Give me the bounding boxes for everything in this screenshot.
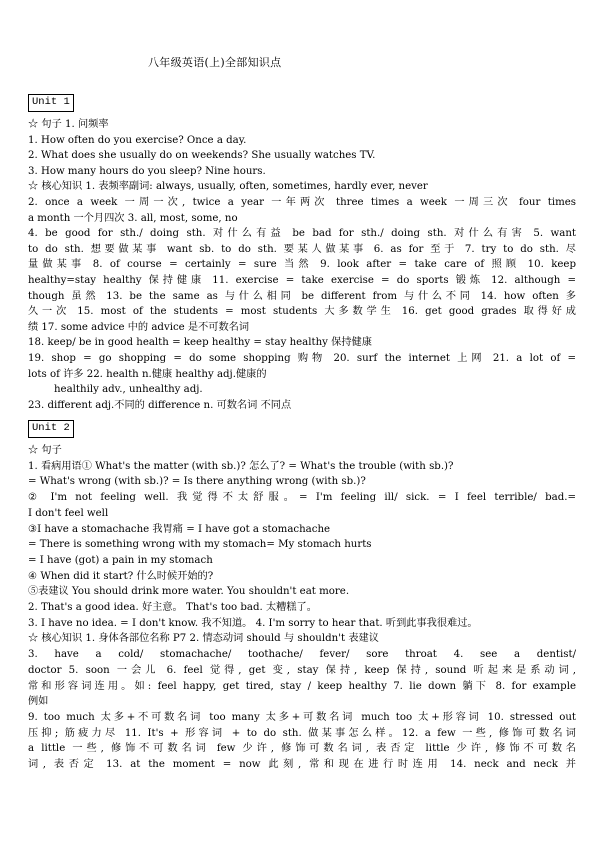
text-line: 9. too much 太多+不可数名词 too many 太多+可数名词 much too 太+形容词 10. stressed out xyxy=(28,711,576,723)
text-line: lots of 许多 22. health n.健康 healthy adj.健康的 xyxy=(28,368,267,380)
page-title: 八年级英语(上)全部知识点 xyxy=(148,56,282,69)
text-line: ④ When did it start? 什么时候开始的? xyxy=(28,570,214,582)
text-line: 压抑; 筋疲力尽 11. It's + 形容词 + to do sth. 做某事怎么样。12. a few 一些, 修饰可数名词 xyxy=(28,727,576,739)
text-line: 2. What does she usually do on weekends? She usually watches TV. xyxy=(28,150,376,162)
text-line: ☆ 句子 1. 问频率 xyxy=(28,119,109,130)
text-line: 久一次 15. most of the students = most students 大多数学生 16. get good grades 取得好成 xyxy=(28,306,576,318)
text-line: 1. 看病用语① What's the matter (with sb.)? 怎么了? = What's the trouble (with sb.)? xyxy=(28,460,454,472)
text-line: though 虽然 13. be the same as 与什么相同 be different from 与什么不同 14. how often 多 xyxy=(28,290,576,302)
text-line: 4. be good for sth./ doing sth. 对什么有益 be bad for sth./ doing sth. 对什么有害 5. want xyxy=(28,228,576,240)
text-line: 2. That's a good idea. 好主意。 That's too bad. 太糟糕了。 xyxy=(28,602,317,613)
text-line: 例如 xyxy=(28,696,49,708)
text-line: = What's wrong (with sb.)? = Is there anything wrong (with sb.)? xyxy=(28,476,366,488)
text-line: = I have (got) a pain in my stomach xyxy=(28,554,213,566)
text-line: healthy=stay healthy 保持健康 11. exercise = take exercise = do sports 锻炼 12. although = xyxy=(28,275,576,286)
unit1-heading: Unit 1 xyxy=(28,94,74,112)
text-line: 1. How often do you exercise? Once a day. xyxy=(28,134,247,146)
text-line: ☆ 核心知识 1. 身体各部位名称 P7 2. 情态动词 should 与 shouldn't 表建议 xyxy=(28,633,379,645)
text-line: 2. once a week 一周一次, twice a year 一年两次 three times a week 一周三次 four times xyxy=(28,197,576,208)
text-line: a little 一些, 修饰不可数名词 few 少许, 修饰可数名词, 表否定 little 少许, 修饰不可数名 xyxy=(28,743,576,755)
text-line: 绩 17. some advice 中的 advice 是不可数名词 xyxy=(28,321,250,333)
text-line: 常和形容词连用。如: feel happy, get tired, stay / keep healthy 7. lie down 躺下 8. for example xyxy=(28,680,576,692)
text-line: healthily adv., unhealthy adj. xyxy=(54,384,203,396)
text-line: 19. shop = go shopping = do some shopping 购物 20. surf the internet 上网 21. a lot of = xyxy=(28,353,576,364)
text-line: 词, 表否定 13. at the moment = now 此刻, 常和现在进行时连用 14. neck and neck 并 xyxy=(28,759,576,770)
text-line: 23. different adj.不同的 difference n. 可数名词 不同点 xyxy=(28,399,292,411)
text-line: ☆ 句子 xyxy=(28,445,62,456)
text-line: a month 一个月四次 3. all, most, some, no xyxy=(28,212,238,224)
text-line: I don't feel well xyxy=(28,507,109,519)
text-line: 18. keep/ be in good health = keep healthy = stay healthy 保持健康 xyxy=(28,337,372,349)
text-line: 3. have a cold/ stomachache/ toothache/ fever/ sore throat 4. see a dentist/ xyxy=(28,649,576,661)
text-line: 3. How many hours do you sleep? Nine hours. xyxy=(28,165,266,177)
text-line: ⑤表建议 You should drink more water. You shouldn't eat more. xyxy=(28,586,350,598)
text-line: 3. I have no idea. = I don't know. 我不知道。 4. I'm sorry to hear that. 听到此事我很难过。 xyxy=(28,617,478,629)
text-line: to do sth. 想要做某事 want sb. to do sth. 要某人做某事 6. as for 至于 7. try to do sth. 尽 xyxy=(28,243,576,255)
text-line: ③I have a stomachache 我胃痛 = I have got a stomachache xyxy=(28,523,331,535)
text-line: ☆ 核心知识 1. 表频率副词: always, usually, often, sometimes, hardly ever, never xyxy=(28,181,428,193)
text-line: = There is something wrong with my stomach= My stomach hurts xyxy=(28,539,372,551)
unit2-heading: Unit 2 xyxy=(28,420,74,438)
text-line: ② I'm not feeling well. 我觉得不太舒服。= I'm feeling ill/ sick. = I feel terrible/ bad.= xyxy=(28,492,576,504)
text-line: doctor 5. soon 一会儿 6. feel 觉得, get 变, stay 保持, keep 保持, sound 听起来是系动词, xyxy=(28,664,576,676)
text-line: 量做某事 8. of course = certainly = sure 当然 9. look after = take care of 照顾 10. keep xyxy=(28,259,576,271)
